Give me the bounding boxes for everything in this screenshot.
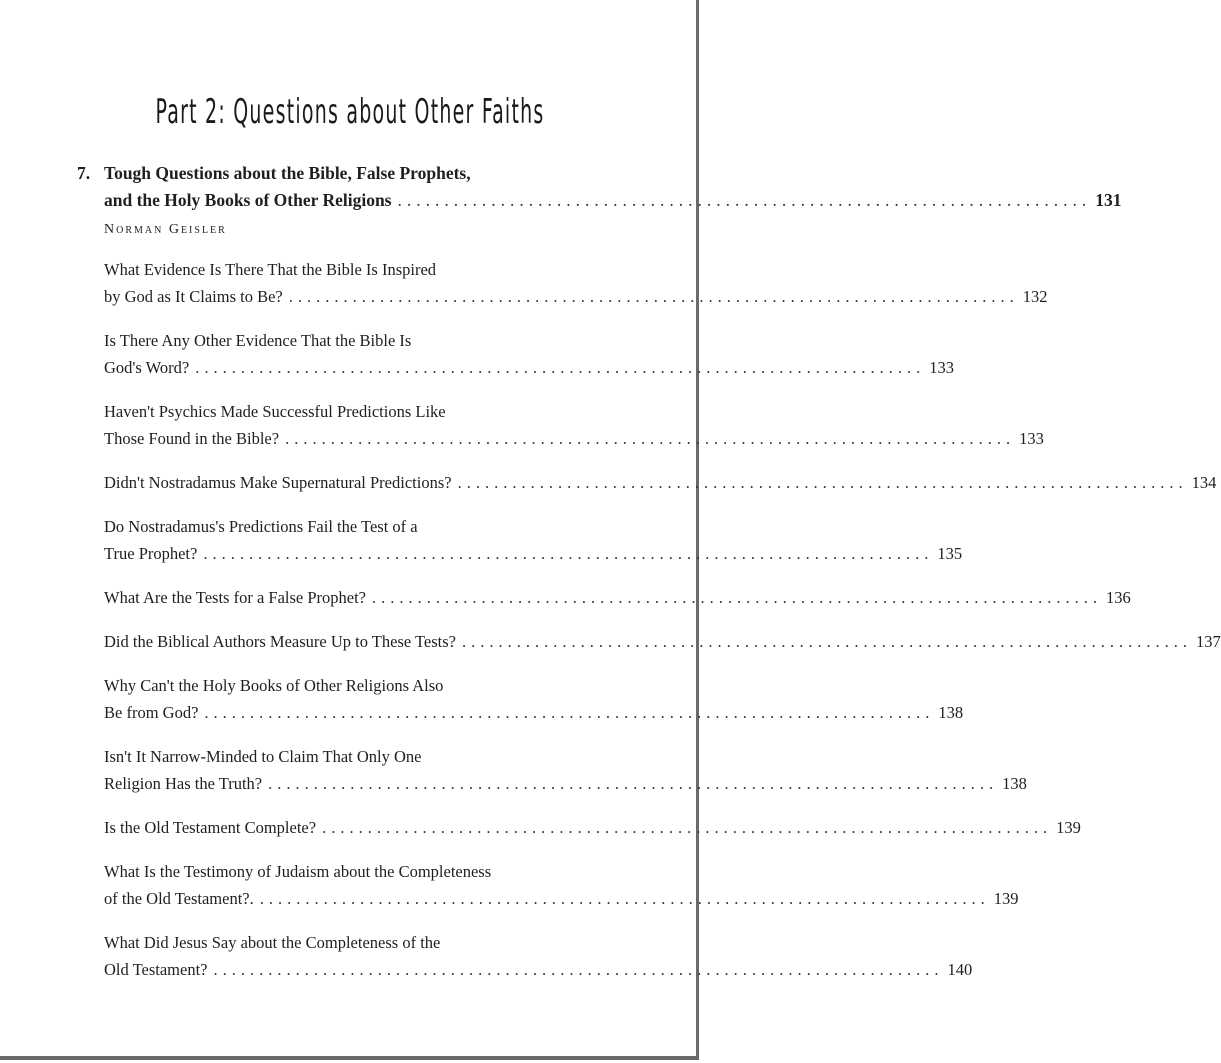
toc-entry-line1 bbox=[104, 513, 626, 540]
leader-dots: ................................................................................ bbox=[195, 358, 926, 377]
toc-entry-page-number: 132 bbox=[1022, 287, 1048, 306]
toc-entry-title-part2: by God as It Claims to Be? bbox=[104, 287, 283, 306]
leader-dots: ................................................................................ bbox=[462, 632, 1193, 651]
toc-entry bbox=[104, 858, 1019, 912]
toc-entry-title-part2: of the Old Testament?. bbox=[104, 889, 254, 908]
leader-dots: ................................................................................ bbox=[213, 960, 944, 979]
toc-entry-page-number: 133 bbox=[929, 358, 954, 377]
toc-entry-page-number: 140 bbox=[947, 960, 973, 979]
toc-entry-line1 bbox=[104, 672, 626, 699]
toc-entry-line2 bbox=[104, 956, 973, 983]
toc-entry-line2 bbox=[104, 770, 1027, 797]
chapter-number: 7. bbox=[77, 163, 91, 183]
toc-entry-title-part1: Isn't It Narrow-Minded to Claim That Only One bbox=[104, 747, 422, 766]
leader-dots: ................................................................................ bbox=[457, 473, 1188, 492]
toc-entry-page-number: 133 bbox=[1019, 429, 1044, 448]
toc-entry-title-part2: God's Word? bbox=[104, 358, 190, 377]
toc-entry-line2 bbox=[104, 283, 1048, 310]
toc-entry-title-part2: True Prophet? bbox=[104, 544, 198, 563]
toc-entry bbox=[104, 256, 1048, 310]
toc-entry-page-number: 137 bbox=[1196, 632, 1221, 651]
toc-entry-line2 bbox=[104, 814, 1081, 841]
toc-entry bbox=[104, 398, 1044, 452]
leader-dots: ................................................................................ bbox=[322, 818, 1053, 837]
toc-entry-title-part1: Why Can't the Holy Books of Other Religions Also bbox=[104, 676, 444, 695]
leader-dots: ................................................................................ bbox=[288, 287, 1019, 306]
toc-entry-title-part1: What Is the Testimony of Judaism about the Completeness bbox=[104, 862, 492, 881]
toc-entry-line2 bbox=[104, 628, 1221, 655]
toc-entry-title-part2: Religion Has the Truth? bbox=[104, 774, 263, 793]
toc-entry-line1 bbox=[104, 929, 626, 956]
toc-entry-title-part2: Did the Biblical Authors Measure Up to These Tests? bbox=[104, 632, 457, 651]
toc-entry-line2 bbox=[104, 425, 1044, 452]
toc-entry bbox=[104, 513, 963, 567]
toc-entry-title-part1: Is There Any Other Evidence That the Bible Is bbox=[104, 331, 412, 350]
toc-entry-title-part2: Those Found in the Bible? bbox=[104, 429, 280, 448]
chapter-page-number: 131 bbox=[1095, 190, 1122, 210]
toc-entry bbox=[104, 469, 1217, 496]
toc-entry-title-part1: Do Nostradamus's Predictions Fail the Test of a bbox=[104, 517, 418, 536]
toc-entry-page-number: 139 bbox=[1056, 818, 1081, 837]
toc-entry-title-part2: What Are the Tests for a False Prophet? bbox=[104, 588, 367, 607]
toc-entry-line2 bbox=[104, 354, 954, 381]
chapter-title-line2 bbox=[104, 187, 1122, 214]
chapter-title-block bbox=[104, 160, 1122, 214]
toc-entry-title-part1: What Did Jesus Say about the Completeness of the bbox=[104, 933, 441, 952]
toc-entry-page-number: 139 bbox=[993, 889, 1019, 908]
toc-entry-line1 bbox=[104, 327, 626, 354]
leader-dots: ................................................................................ bbox=[268, 774, 999, 793]
toc-entry bbox=[104, 327, 954, 381]
toc-entry-line2 bbox=[104, 469, 1217, 496]
leader-dots: ................................................................................ bbox=[259, 889, 990, 908]
leader-dots: ................................................................................ bbox=[203, 544, 934, 563]
toc-entry bbox=[104, 628, 1221, 655]
toc-entry-title-part1: What Evidence Is There That the Bible Is Inspired bbox=[104, 260, 437, 279]
toc-entry-title-part2: Be from God? bbox=[104, 703, 199, 722]
toc-entry-title-part2: Didn't Nostradamus Make Supernatural Predictions? bbox=[104, 473, 452, 492]
chapter-title-line1 bbox=[104, 160, 626, 187]
chapter-title-text-1: Tough Questions about the Bible, False Prophets, bbox=[104, 163, 471, 183]
leader-dots: ................................................................................ bbox=[204, 703, 935, 722]
toc-entry bbox=[104, 929, 973, 983]
toc-entry bbox=[104, 672, 964, 726]
toc-entry-page-number: 136 bbox=[1106, 588, 1131, 607]
leader-dots: .......................................................................... bbox=[397, 190, 1092, 210]
toc-entry-page-number: 138 bbox=[1002, 774, 1027, 793]
toc-entry-title-part2: Is the Old Testament Complete? bbox=[104, 818, 317, 837]
toc-entry bbox=[104, 814, 1081, 841]
chapter-title-text-2: and the Holy Books of Other Religions bbox=[104, 190, 392, 210]
toc-entry-line1 bbox=[104, 398, 626, 425]
toc-entry-line1 bbox=[104, 858, 626, 885]
part-heading: Part 2: Questions about Other Faiths bbox=[155, 92, 545, 132]
toc-entry-page-number: 135 bbox=[937, 544, 963, 563]
toc-entry-line2 bbox=[104, 699, 964, 726]
leader-dots: ................................................................................ bbox=[372, 588, 1103, 607]
toc-entry-line1 bbox=[104, 256, 626, 283]
toc-entry-line2 bbox=[104, 540, 963, 567]
toc-entry bbox=[104, 584, 1131, 611]
toc-entry-page-number: 138 bbox=[938, 703, 964, 722]
toc-entry-line1 bbox=[104, 743, 626, 770]
toc-entry-page-number: 134 bbox=[1191, 473, 1217, 492]
toc-entry-line2 bbox=[104, 584, 1131, 611]
chapter-author: Norman Geisler bbox=[104, 222, 227, 237]
toc-entry-line2 bbox=[104, 885, 1019, 912]
toc-entry bbox=[104, 743, 1027, 797]
toc-entry-title-part2: Old Testament? bbox=[104, 960, 208, 979]
leader-dots: ................................................................................ bbox=[285, 429, 1016, 448]
toc-entry-title-part1: Haven't Psychics Made Successful Predictions Like bbox=[104, 402, 446, 421]
